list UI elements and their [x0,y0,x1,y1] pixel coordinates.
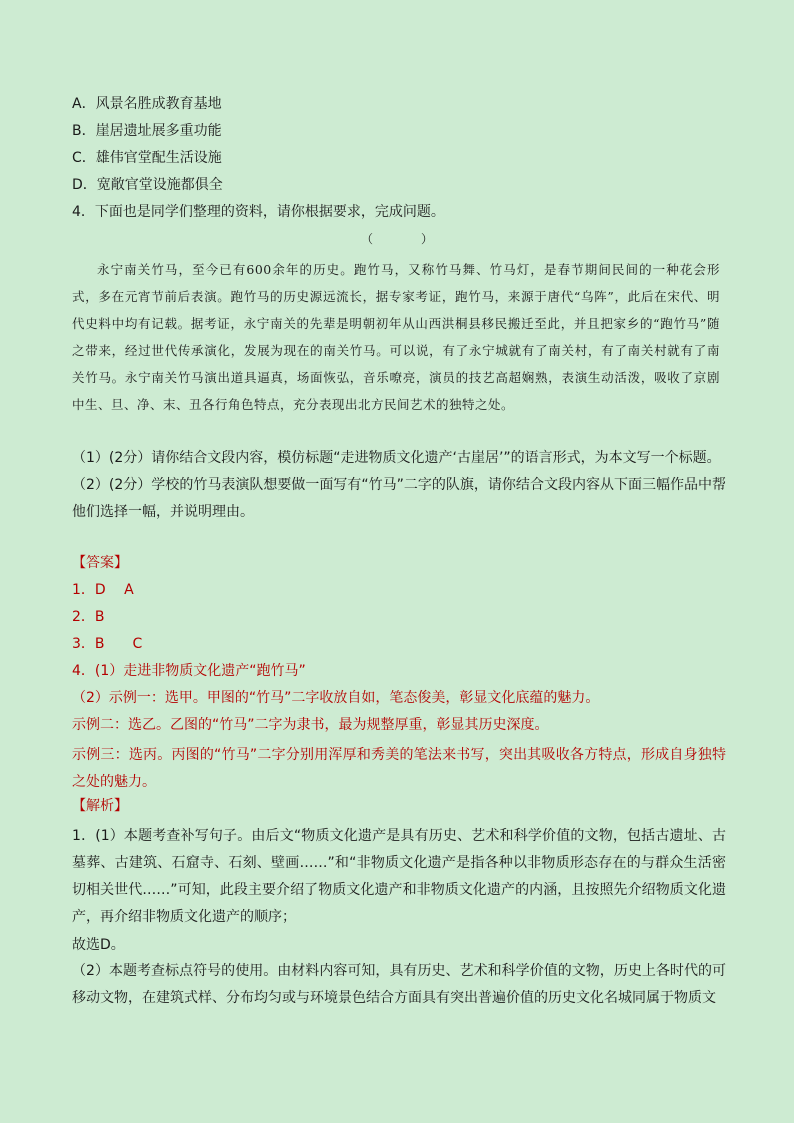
analysis-paragraph-3: （2）本题考查标点符号的使用。由材料内容可知，具有历史、艺术和科学价值的文物，历史上各时代的可移动文物，在建筑式样、分布均匀或与环境景色结合方面具有突出普遍价值的历史文化名城同属于物质文 [72,963,726,1006]
passage-paragraph: 永宁南关竹马，至今已有600余年的历史。跑竹马，又称竹马舞、竹马灯，是春节期间民间的一种花会形式，多在元宵节前后表演。跑竹马的历史源远流长，据专家考证，跑竹马，来源于唐代“乌阵”，此后在宋代、明代史料中均有记载。据考证，永宁南关的先辈是明朝初年从山西洪桐县移民搬迁至此，并且把家乡的“跑竹马”随之带来，经过世代传承演化，发展为现在的南关竹马。可以说，有了永宁城就有了南关村，有了南关村就有了南关竹马。永宁南关竹马演出道具逼真，场面恢弘，音乐嘹亮，演员的技艺高超娴熟，表演生动活泼，吸收了京剧中生、旦、净、末、丑各行角色特点，充分表现出北方民间艺术的独特之处。 [72,262,720,412]
answer-3: 3．B C [72,636,143,652]
answer-4-2: （2）示例一：选甲。甲图的“竹马”二字收放自如，笔态俊美，彰显文化底蕴的魅力。 [72,690,600,706]
question-4-stem: 4．下面也是同学们整理的资料，请你根据要求，完成问题。 [72,204,445,220]
question-4-sub1: （1）(2分）请你结合文段内容，模仿标题“走进物质文化遗产‘古崖居’”的语言形式，为本文写一个标题。 [72,450,721,466]
option-d: D．宽敞官堂设施都俱全 [72,177,223,193]
question-4-sub2: （2）(2分）学校的竹马表演队想要做一面写有“竹马”二字的队旗，请你结合文段内容从下面三幅作品中帮他们选择一幅，并说明理由。 [72,477,726,520]
analysis-heading: 【解析】 [72,798,128,814]
option-b: B．崖居遗址展多重功能 [72,123,222,139]
option-a: A．风景名胜成教育基地 [72,96,222,112]
answer-4-1: 4．(1）走进非物质文化遗产“跑竹马” [72,663,306,679]
answer-4-3: 示例二：选乙。乙图的“竹马”二字为隶书，最为规整厚重，彰显其历史深度。 [72,717,549,733]
passage-title-blank: （ ） [360,232,433,246]
analysis-paragraph-1: 1．(1）本题考查补写句子。由后文“物质文化遗产是具有历史、艺术和科学价值的文物，包括古遗址、古墓葬、古建筑、石窟寺、石刻、壁画……”和“非物质文化遗产是指各种以非物质形态存在的与群众生活密切相关世代……”可知，此段主要介绍了物质文化遗产和非物质文化遗产的内涵，且按照先介绍物质文化遗产，再介绍非物质文化遗产的顺序； [72,828,726,925]
answer-4-4: 示例三：选丙。丙图的“竹马”二字分别用浑厚和秀美的笔法来书写，突出其吸收各方特点，形成自身独特之处的魅力。 [72,747,726,790]
answer-2: 2．B [72,609,105,625]
answer-heading: 【答案】 [72,555,128,571]
analysis-paragraph-2: 故选D。 [72,937,125,953]
answer-1: 1．D A [72,582,134,598]
passage-text [72,256,720,418]
option-c: C．雄伟官堂配生活设施 [72,150,222,166]
